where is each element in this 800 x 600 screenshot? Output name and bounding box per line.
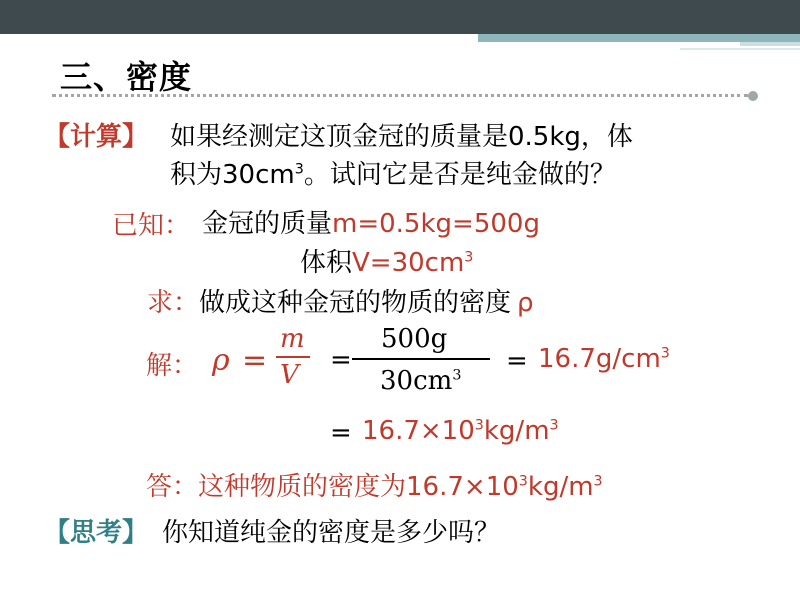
formula-equals: = [242,343,268,378]
known-volume: 体积$V=30cm^3$ [300,248,474,278]
header-bar [0,0,800,34]
fraction-line [352,358,490,360]
formula-volume: V [280,360,299,390]
header-accent-bar-3 [680,48,800,50]
equals-3: = [330,418,352,448]
formula-rho: ρ [212,343,230,378]
result-2: $16.7\times 10^3kg/m^3$ [362,416,559,446]
solve-label: 解： [146,351,199,381]
title-divider [52,94,748,97]
result-1: $16.7g/cm^3$ [538,344,670,374]
slide-title: 三、密度 [60,58,193,96]
formula-fraction-line [276,356,310,358]
known-mass: 金冠的质量m=0.5kg=500g [202,209,540,239]
problem-line-1: 如果经测定这顶金冠的质量是0.5kg，体 [170,122,633,152]
divider-end-dot [748,91,758,101]
equals-2: = [506,346,528,376]
calc-tag: 【计算】 [44,122,149,152]
fraction-denominator: $30cm^3$ [380,366,462,396]
answer-line: 答：这种物质的密度为$16.7\times 10^3kg/m^3$ [146,472,603,502]
equals-1: = [330,345,352,375]
known-label: 已知： [112,211,191,241]
formula-mass: m [280,324,305,354]
fraction-numerator: 500g [381,324,448,354]
ask-line: 求：做成这种金冠的物质的密度 ρ [147,288,534,318]
think-tag: 【思考】 [44,518,149,548]
think-question: 你知道纯金的密度是多少吗？ [162,518,501,548]
header-accent-bar [478,34,800,42]
header-accent-bar-2 [740,42,800,46]
problem-line-2: 积为$30cm^3$。试问它是否是纯金做的？ [170,160,616,190]
